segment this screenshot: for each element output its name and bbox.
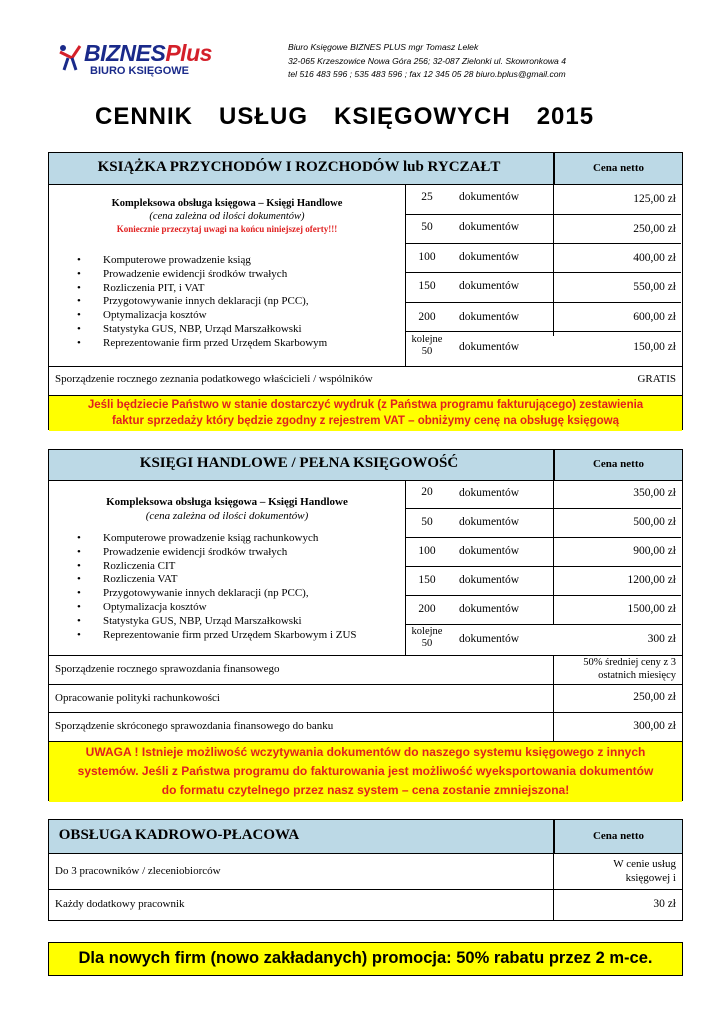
table-row-label: Każdy dodatkowy pracownik (55, 898, 185, 910)
qty: 50 (421, 516, 433, 528)
list-item: • Prowadzenie ewidencji środków trwałych (77, 546, 357, 560)
unit: dokumentów (459, 487, 520, 499)
warning-note: Koniecznie przeczytaj uwagi na końcu niniejszej oferty!!! (116, 224, 338, 234)
list-item: • Optymalizacja kosztów (77, 601, 357, 615)
list-item: • Rozliczenia CIT (77, 560, 357, 574)
list-item: • Reprezentowanie firm przed Urzędem Skarbowym (77, 337, 327, 351)
qty: 200 (418, 311, 436, 323)
service-description: Kompleksowa obsługa księgowa – Księgi Handlowe (106, 496, 348, 508)
price-header: Cena netto (554, 450, 682, 480)
unit: dokumentów (459, 341, 520, 353)
address-block (288, 41, 566, 82)
price: 300 zł (647, 633, 676, 645)
service-description: Kompleksowa obsługa księgowa – Księgi Handlowe (111, 198, 343, 209)
price: 550,00 zł (633, 281, 676, 293)
price: 900,00 zł (633, 545, 676, 557)
address-line-1: Biuro Księgowe BIZNES PLUS mgr Tomasz Lelek (288, 42, 479, 52)
extra-service-label: Sporządzenie skróconego sprawozdania finansowego do banku (55, 720, 334, 732)
price: 250,00 zł (633, 223, 676, 235)
price-header: Cena netto (554, 153, 682, 184)
qty: 100 (418, 251, 436, 263)
logo-figure-icon (58, 42, 84, 72)
extra-service-price: 250,00 zł (633, 691, 676, 703)
price: 1500,00 zł (627, 603, 676, 615)
extra-service-price: GRATIS (637, 373, 676, 385)
qty: 100 (418, 545, 436, 557)
list-item: • Reprezentowanie firm przed Urzędem Skarbowym i ZUS (77, 629, 357, 643)
unit: dokumentów (459, 191, 520, 203)
unit: dokumentów (459, 516, 520, 528)
logo-text: BIZNES (84, 40, 166, 66)
qty: 150 (418, 574, 436, 586)
qty: 200 (418, 603, 436, 615)
note-banner: UWAGA ! Istnieje możliwość wczytywania dokumentów do naszego systemu księgowego z innych systemów. Jeśli z Państwa programu do fakturowania jest możliwość wyeksportowania dokumentów do formatu czytelnego przez nasz system – cena zostanie zmniejszona! (49, 741, 682, 802)
list-item: • Optymalizacja kosztów (77, 309, 327, 323)
list-item: • Prowadzenie ewidencji środków trwałych (77, 268, 327, 282)
address-line-2: 32-065 Krzeszowice Nowa Góra 256; 32-087 Zielonki ul. Skowronkowa 4 (288, 55, 567, 66)
unit: dokumentów (459, 221, 520, 233)
unit: dokumentów (459, 633, 520, 645)
list-item: • Komputerowe prowadzenie ksiąg (77, 254, 327, 268)
list-item: • Komputerowe prowadzenie ksiąg rachunkowych (77, 532, 357, 546)
list-item: • Rozliczenia VAT (77, 573, 357, 587)
unit: dokumentów (459, 603, 520, 615)
section-kadry-table (48, 819, 683, 921)
logo-subtitle: BIURO KSIĘGOWE (90, 65, 190, 77)
price: 600,00 zł (633, 311, 676, 323)
table-row-price: 30 zł (653, 898, 676, 910)
service-list (77, 532, 357, 642)
price: 400,00 zł (633, 252, 676, 264)
service-note: (cena zależna od ilości dokumentów) (145, 510, 309, 522)
unit: dokumentów (459, 574, 520, 586)
logo-plus: Plus (165, 40, 212, 66)
qty: kolejne 50 (411, 626, 443, 649)
promo-banner: Dla nowych firm (nowo zakładanych) promocja: 50% rabatu przez 2 m-ce. (48, 942, 683, 976)
qty: 20 (421, 486, 433, 498)
qty: 150 (418, 280, 436, 292)
section-ksiegi-table (48, 449, 683, 801)
note-banner: Jeśli będziecie Państwo w stanie dostarczyć wydruk (z Państwa programu fakturującego) zestawienia faktur sprzedaży który będzie zgodny z rejestrem VAT – obniżymy cenę na obsługę księgową (49, 395, 682, 431)
table-row-label: Do 3 pracowników / zleceniobiorców (55, 865, 221, 877)
price: 500,00 zł (633, 516, 676, 528)
page-title: CENNIK USŁUG KSIĘGOWYCH 2015 (95, 103, 595, 130)
extra-service-label: Sporządzenie rocznego sprawozdania finansowego (55, 663, 280, 675)
table-row-price: W cenie usług księgowej i (613, 858, 676, 884)
unit: dokumentów (459, 311, 520, 323)
qty: kolejne 50 (411, 334, 443, 357)
price: 350,00 zł (633, 487, 676, 499)
qty: 25 (421, 191, 433, 203)
extra-service-label: Opracowanie polityki rachunkowości (55, 692, 220, 704)
qty: 50 (421, 221, 433, 233)
price: 125,00 zł (633, 193, 676, 205)
section-kpir-table (48, 152, 683, 430)
extra-service-price: 300,00 zł (633, 720, 676, 732)
service-list (77, 254, 327, 351)
logo (84, 40, 212, 66)
section-title: KSIĄŻKA PRZYCHODÓW I ROZCHODÓW lub RYCZAŁT (97, 159, 501, 175)
list-item: • Statystyka GUS, NBP, Urząd Marszałkowski (77, 615, 357, 629)
list-item: • Przygotowywanie innych deklaracji (np PCC), (77, 587, 357, 601)
unit: dokumentów (459, 545, 520, 557)
list-item: • Rozliczenia PIT, i VAT (77, 282, 327, 296)
extra-service-price: 50% średniej ceny z 3 ostatnich miesięcy (583, 657, 676, 681)
section-title: OBSŁUGA KADROWO-PŁACOWA (58, 827, 300, 843)
service-note: (cena zależna od ilości dokumentów) (149, 211, 305, 222)
unit: dokumentów (459, 251, 520, 263)
unit: dokumentów (459, 280, 520, 292)
list-item: • Statystyka GUS, NBP, Urząd Marszałkowski (77, 323, 327, 337)
price: 1200,00 zł (627, 574, 676, 586)
list-item: • Przygotowywanie innych deklaracji (np PCC), (77, 295, 327, 309)
extra-service-label: Sporządzenie rocznego zeznania podatkowego właścicieli / wspólników (55, 373, 373, 385)
section-title: KSIĘGI HANDLOWE / PEŁNA KSIĘGOWOŚĆ (139, 455, 459, 471)
address-line-3: tel 516 483 596 ; 535 483 596 ; fax 12 345 05 28 biuro.bplus@gmail.com (288, 69, 566, 79)
price: 150,00 zł (633, 341, 676, 353)
price-header: Cena netto (554, 820, 682, 853)
